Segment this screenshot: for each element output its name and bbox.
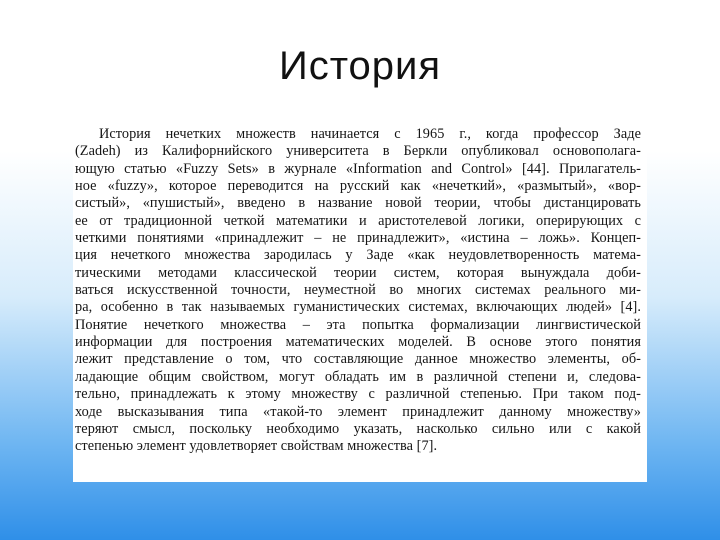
text-line: четкими понятиями «принадлежит – не принадлежит», «истина – ложь». Концеп- bbox=[75, 230, 641, 247]
text-line: теряют смысл, поскольку необходимо указать, насколько сильно или с какой bbox=[75, 420, 641, 437]
text-line: ладающие общим свойством, могут обладать им в различной степени и, следова- bbox=[75, 368, 641, 385]
text-line: ходе высказывания типа «такой-то элемент принадлежит данному множеству» bbox=[75, 403, 641, 420]
text-line: лежит представление о том, что составляющие данное множество элементы, об- bbox=[75, 351, 641, 368]
text-line: ция нечеткого множества зародилась у Заде «как неудовлетворенность матема- bbox=[75, 247, 641, 264]
text-line: ваться искусственной точности, неуместной во многих системах реального ми- bbox=[75, 282, 641, 299]
text-line: тельно, принадлежать к этому множеству с различной степенью. При таком под- bbox=[75, 386, 641, 403]
text-line: ее от традиционной четкой математики и аристотелевой логики, оперирующих с bbox=[75, 212, 641, 229]
text-line: (Zadeh) из Калифорнийского университета в Беркли опубликовал основополага- bbox=[75, 143, 641, 160]
scanned-text-excerpt bbox=[73, 126, 647, 482]
text-line: информации для построения математических моделей. В основе этого понятия bbox=[75, 334, 641, 351]
text-line: степенью элемент удовлетворяет свойствам множества [7]. bbox=[75, 438, 438, 455]
text-line: ющую статью «Fuzzy Sets» в журнале «Information and Control» [44]. Прилагатель- bbox=[75, 160, 641, 177]
text-line: История нечетких множеств начинается с 1965 г., когда профессор Заде bbox=[99, 126, 641, 142]
text-line: тическими методами классической теории систем, которая вынуждала доби- bbox=[75, 264, 641, 281]
text-line: Понятие нечеткого множества – эта попытка формализации лингвистической bbox=[75, 316, 641, 333]
text-line: систый», «пушистый», введено в название новой теории, чтобы дистанцировать bbox=[75, 195, 641, 212]
text-line: ра, особенно в так называемых гуманистических системах, включающих людей» [4]. bbox=[75, 299, 641, 316]
slide-title: История bbox=[278, 44, 442, 88]
text-line: ное «fuzzy», которое переводится на русский как «нечеткий», «размытый», «вор- bbox=[75, 178, 641, 195]
